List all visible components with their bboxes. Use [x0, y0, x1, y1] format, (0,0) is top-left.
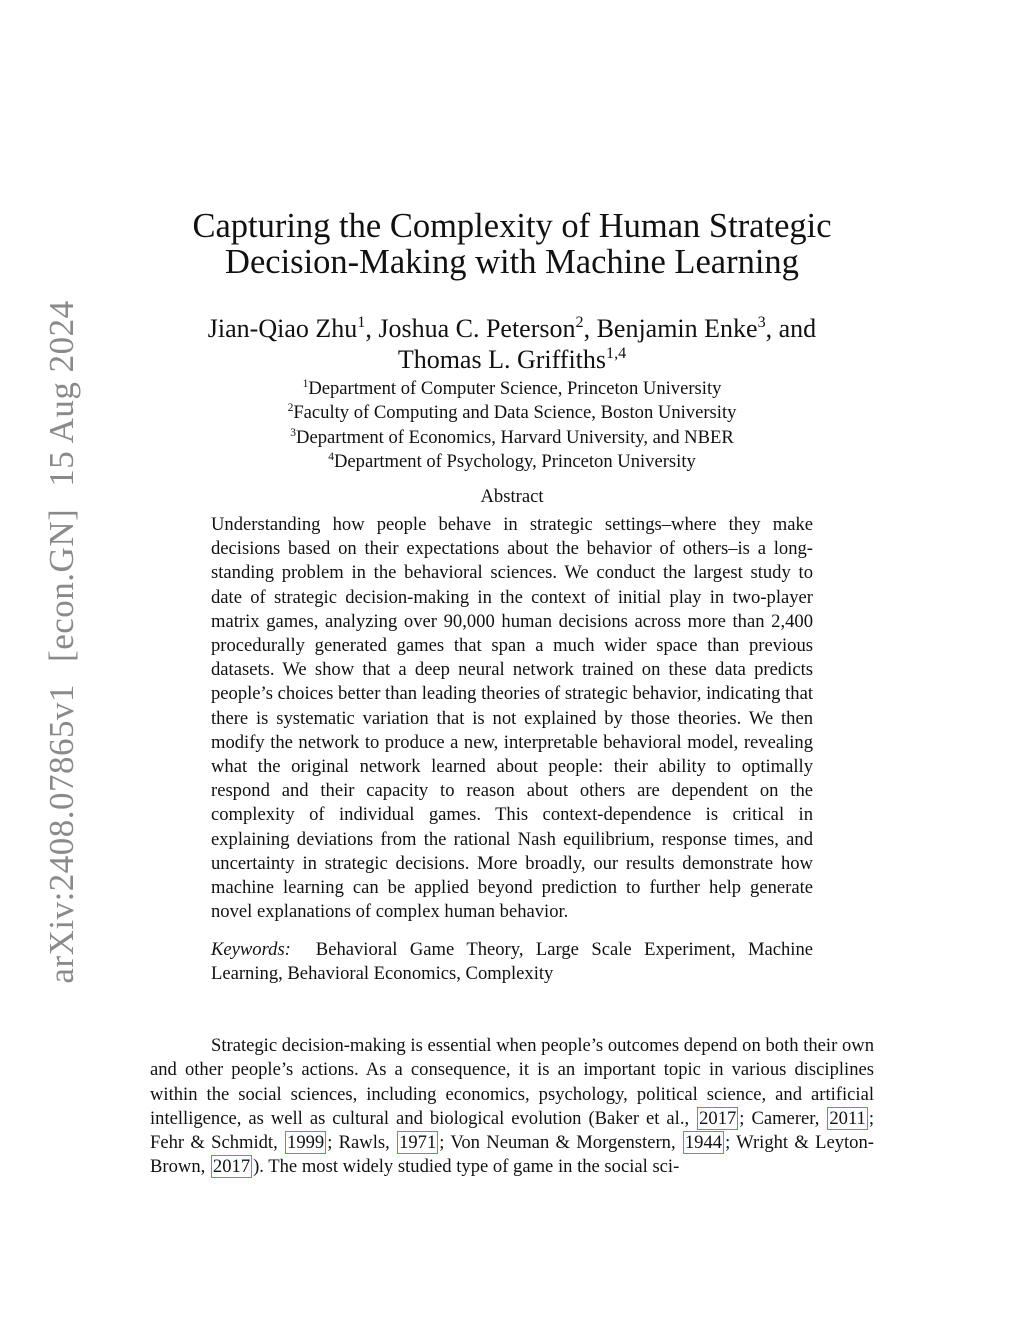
citation-link-vonneuman-1944[interactable]: 1944 — [684, 1132, 723, 1154]
affiliation-item — [120, 377, 904, 401]
citation-link-rawls-1971[interactable]: 1971 — [399, 1132, 437, 1154]
abstract-body: Understanding how people behave in strategic settings–where they make decisions based on their expectations about the behavior of others–is a long-standing problem in the behavioral sciences. We conduct the largest study to date of strategic decision-making in the context of initial play in two-player matrix games, analyzing over 90,000 human decisions across more than 2,400 procedurally generated games that span a much wider space than previous datasets. We show that a deep neural network trained on these data predicts people’s choices better than leading theories of strategic behavior, indicating that there is systematic variation that is not explained by those theories. We then modify the network to produce a new, interpretable behavioral model, revealing what the original network learned about people: their ability to optimally respond and their capacity to reason about others are dependent on the complexity of individual games. This context-dependence is critical in explaining deviations from the rational Nash equilibrium, response times, and uncertainty in strategic decisions. More broadly, our results demonstrate how machine learning can be applied beyond prediction to further help generate novel explanations of complex human behavior. — [211, 514, 813, 923]
keywords-text: Behavioral Game Theory, Large Scale Experiment, Machine Learning, Behavioral Economics, Complexity — [211, 939, 813, 985]
intro-text: ; Von Neuman & Morgenstern, — [439, 1132, 682, 1154]
author-separator: , — [583, 314, 597, 343]
intro-text: Strategic decision-making is essential when people’s outcomes depend on both their own and other people’s actions. As a consequence, it is an important topic in various disciplines within the social sciences, including economics, psychology, political science, and artificial intelligence, as well as cultural and biological evolution (Baker et al., — [150, 1035, 874, 1129]
affiliation-text: Department of Computer Science, Princeton University — [308, 378, 722, 399]
arxiv-id: arXiv:2408.07865v1 — [42, 683, 81, 984]
intro-text: ). The most widely studied type of game in the social sci- — [253, 1156, 680, 1178]
affiliation-list — [120, 377, 904, 474]
intro-text: ; Rawls, — [327, 1132, 397, 1154]
author-name: Jian-Qiao Zhu — [207, 314, 358, 343]
affiliation-text: Department of Psychology, Princeton University — [333, 450, 696, 472]
citation-link-camerer-2011[interactable]: 2011 — [829, 1107, 866, 1129]
affiliation-mark: 4 — [328, 450, 334, 463]
affiliation-text: Department of Economics, Harvard University, and NBER — [296, 426, 734, 448]
keywords-label: Keywords: — [211, 939, 291, 960]
title-line-1: Capturing the Complexity of Human Strategic — [192, 207, 832, 245]
paper-title — [120, 208, 904, 280]
intro-text: ; Camerer, — [739, 1107, 827, 1129]
arxiv-date: 15 Aug 2024 — [42, 300, 81, 487]
affiliation-item — [120, 401, 904, 425]
author-conjunction: , and — [765, 314, 817, 343]
affiliation-mark: 2 — [287, 402, 294, 415]
affiliation-text: Faculty of Computing and Data Science, Boston University — [293, 402, 737, 424]
citation-link-fehr-1999[interactable]: 1999 — [287, 1132, 325, 1154]
citation-link-baker-2017[interactable]: 2017 — [699, 1107, 737, 1129]
author-affiliation-mark: 1 — [357, 314, 366, 332]
author-affiliation-mark: 1,4 — [606, 345, 627, 363]
author-name: Joshua C. Peterson — [378, 314, 576, 343]
arxiv-identifier-stamp — [42, 300, 82, 983]
author-separator: , — [365, 314, 379, 343]
keywords — [211, 938, 813, 986]
intro-paragraph — [150, 1034, 874, 1180]
arxiv-category: [econ.GN] — [42, 508, 81, 662]
author-affiliation-mark: 2 — [575, 314, 584, 332]
intro-text: ; Fehr & Schmidt, — [150, 1107, 875, 1154]
intro-text: ; Wright & Leyton-Brown, — [150, 1132, 874, 1178]
author-affiliation-mark: 3 — [757, 314, 766, 332]
author-list — [120, 313, 904, 375]
title-line-2: Decision-Making with Machine Learning — [225, 243, 799, 281]
affiliation-mark: 3 — [290, 426, 297, 439]
author-name: Benjamin Enke — [596, 314, 758, 343]
affiliation-item — [120, 426, 904, 450]
affiliation-mark: 1 — [302, 377, 309, 390]
abstract-heading: Abstract — [480, 486, 544, 507]
citation-link-wright-2017[interactable]: 2017 — [212, 1156, 251, 1178]
author-name: Thomas L. Griffiths — [397, 345, 607, 374]
affiliation-item — [120, 450, 904, 474]
